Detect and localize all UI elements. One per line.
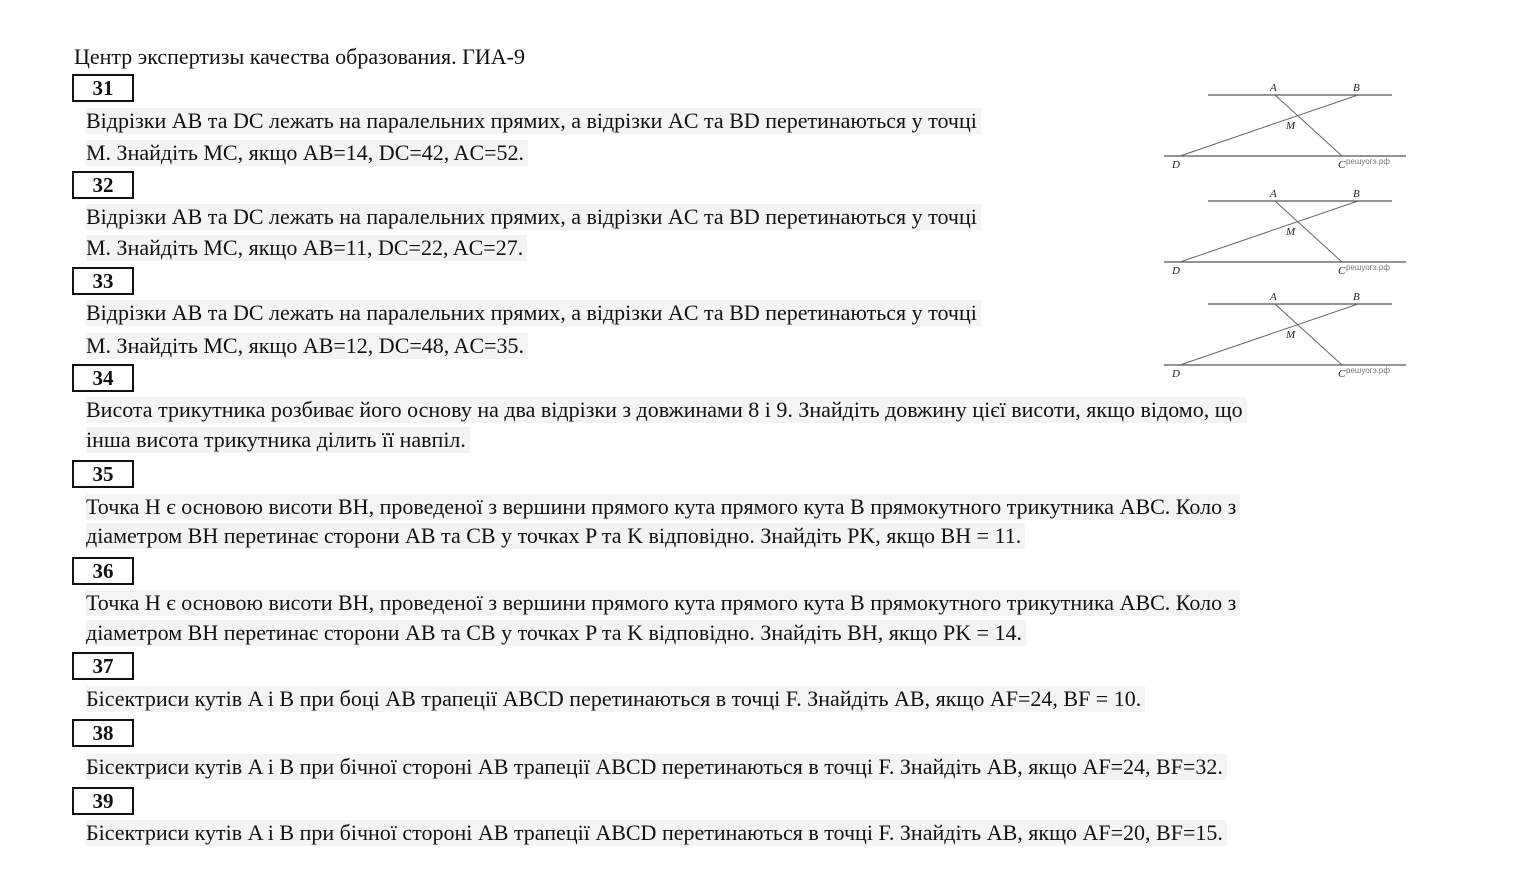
point-label-d: D xyxy=(1172,265,1180,277)
problem-number: 32 xyxy=(72,171,134,199)
point-label-m: M xyxy=(1286,226,1296,238)
problem-number: 35 xyxy=(72,460,134,488)
problem-text: Відрізки AB та DC лежать на паралельних прямих, а відрізки AC та BD перетинаються у точці xyxy=(86,108,981,134)
point-label-m: M xyxy=(1286,329,1296,341)
problem-text: Точка H є основою висоти BH, проведеної з вершини прямого кута прямого кута B прямокутного трикутника ABC. Коло з xyxy=(86,590,1240,616)
geometry-figure xyxy=(1160,289,1410,381)
problem-text: діаметром BH перетинає сторони AB та CB у точках P та K відповідно. Знайдіть PK, якщо BH = 11. xyxy=(86,523,1025,549)
point-label-d: D xyxy=(1172,368,1180,380)
problem-number: 38 xyxy=(72,719,134,747)
problem-text: Точка H є основою висоти BH, проведеної з вершини прямого кута прямого кута B прямокутного трикутника ABC. Коло з xyxy=(86,494,1240,520)
problem-text: Бісектриси кутів A і B при бічної стороні AB трапеції ABCD перетинаються в точці F. Знайдіть AB, якщо AF=20, BF=15. xyxy=(86,820,1227,846)
problem-number: 34 xyxy=(72,364,134,392)
point-label-a: A xyxy=(1270,82,1277,94)
problem-text: Відрізки AB та DC лежать на паралельних прямих, а відрізки AC та BD перетинаються у точці xyxy=(86,204,981,230)
point-label-a: A xyxy=(1270,188,1277,200)
geometry-figure xyxy=(1160,80,1410,172)
problem-text: Бісектриси кутів A і B при бічної стороні AB трапеції ABCD перетинаються в точці F. Знайдіть AB, якщо AF=24, BF=32. xyxy=(86,754,1227,780)
point-label-c: C xyxy=(1338,265,1346,277)
problem-number: 33 xyxy=(72,267,134,295)
watermark: решуогэ.рф xyxy=(1346,157,1390,166)
problem-text: M. Знайдіть MC, якщо AB=11, DC=22, AC=27. xyxy=(86,235,527,261)
problem-text: Висота трикутника розбиває його основу на два відрізки з довжинами 8 і 9. Знайдіть довжину цієї висоти, якщо відомо, що xyxy=(86,397,1247,423)
point-label-m: M xyxy=(1286,120,1296,132)
point-label-d: D xyxy=(1172,159,1180,171)
problem-text: M. Знайдіть MC, якщо AB=12, DC=48, AC=35. xyxy=(86,333,528,359)
problem-number: 37 xyxy=(72,652,134,680)
point-label-c: C xyxy=(1338,368,1346,380)
problem-text: M. Знайдіть MC, якщо AB=14, DC=42, AC=52. xyxy=(86,140,528,166)
problem-text: інша висота трикутника ділить її навпіл. xyxy=(86,427,470,453)
problem-number: 36 xyxy=(72,557,134,585)
point-label-a: A xyxy=(1270,291,1277,303)
geometry-figure xyxy=(1160,186,1410,278)
point-label-c: C xyxy=(1338,159,1346,171)
point-label-b: B xyxy=(1353,291,1360,303)
problem-number: 31 xyxy=(72,74,134,102)
document-header: Центр экспертизы качества образования. ГИА-9 xyxy=(74,44,525,69)
point-label-b: B xyxy=(1353,188,1360,200)
point-label-b: B xyxy=(1353,82,1360,94)
problem-text: Відрізки AB та DC лежать на паралельних прямих, а відрізки AC та BD перетинаються у точці xyxy=(86,300,981,326)
watermark: решуогэ.рф xyxy=(1346,263,1390,272)
problem-text: діаметром BH перетинає сторони AB та CB у точках P та K відповідно. Знайдіть BH, якщо PK = 14. xyxy=(86,620,1026,646)
problem-text: Бісектриси кутів A і B при боці AB трапеції ABCD перетинаються в точці F. Знайдіть AB, якщо AF=24, BF = 10. xyxy=(86,686,1145,712)
watermark: решуогэ.рф xyxy=(1346,366,1390,375)
problem-number: 39 xyxy=(72,787,134,815)
